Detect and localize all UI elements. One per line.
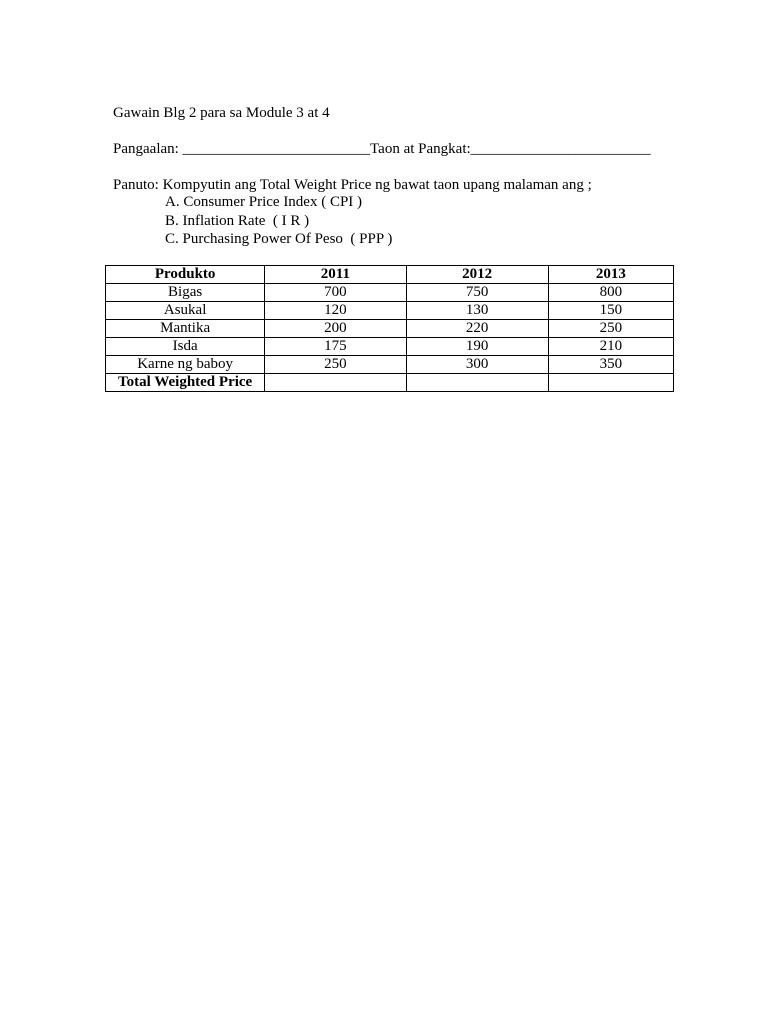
total-weighted-price-label: Total Weighted Price <box>106 374 265 392</box>
table-row <box>106 284 674 302</box>
table-row <box>106 338 674 356</box>
total-2012-cell <box>406 374 548 392</box>
table-row <box>106 320 674 338</box>
product-cell: Isda <box>106 338 265 356</box>
price-2011-cell: 120 <box>265 302 406 320</box>
price-2011-cell: 250 <box>265 356 406 374</box>
product-cell: Bigas <box>106 284 265 302</box>
price-2012-cell: 300 <box>406 356 548 374</box>
table-row <box>106 302 674 320</box>
header-product: Produkto <box>106 266 265 284</box>
price-2011-cell: 200 <box>265 320 406 338</box>
price-2012-cell: 190 <box>406 338 548 356</box>
product-cell: Asukal <box>106 302 265 320</box>
table-header-row <box>106 266 674 284</box>
price-2013-cell: 150 <box>548 302 673 320</box>
name-and-section-line: Pangaalan: _________________________Taon at Pangkat:________________________ <box>113 141 651 157</box>
header-2013: 2013 <box>548 266 673 284</box>
product-cell: Mantika <box>106 320 265 338</box>
price-2013-cell: 350 <box>548 356 673 374</box>
price-2011-cell: 175 <box>265 338 406 356</box>
price-2013-cell: 800 <box>548 284 673 302</box>
header-2011: 2011 <box>265 266 406 284</box>
price-2011-cell: 700 <box>265 284 406 302</box>
instructions: Panuto: Kompyutin ang Total Weight Price ng bawat taon upang malaman ang ; <box>113 177 592 193</box>
price-2012-cell: 220 <box>406 320 548 338</box>
total-2011-cell <box>265 374 406 392</box>
worksheet-title: Gawain Blg 2 para sa Module 3 at 4 <box>113 105 330 121</box>
price-2013-cell: 210 <box>548 338 673 356</box>
instruction-item-inflation-rate: B. Inflation Rate ( I R ) <box>165 213 310 229</box>
total-2013-cell <box>548 374 673 392</box>
price-2012-cell: 750 <box>406 284 548 302</box>
instruction-item-ppp: C. Purchasing Power Of Peso ( PPP ) <box>165 231 393 247</box>
instruction-item-cpi: A. Consumer Price Index ( CPI ) <box>165 194 363 210</box>
price-table <box>105 265 674 392</box>
header-2012: 2012 <box>406 266 548 284</box>
product-cell: Karne ng baboy <box>106 356 265 374</box>
price-2012-cell: 130 <box>406 302 548 320</box>
table-row <box>106 356 674 374</box>
price-2013-cell: 250 <box>548 320 673 338</box>
total-row <box>106 374 674 392</box>
